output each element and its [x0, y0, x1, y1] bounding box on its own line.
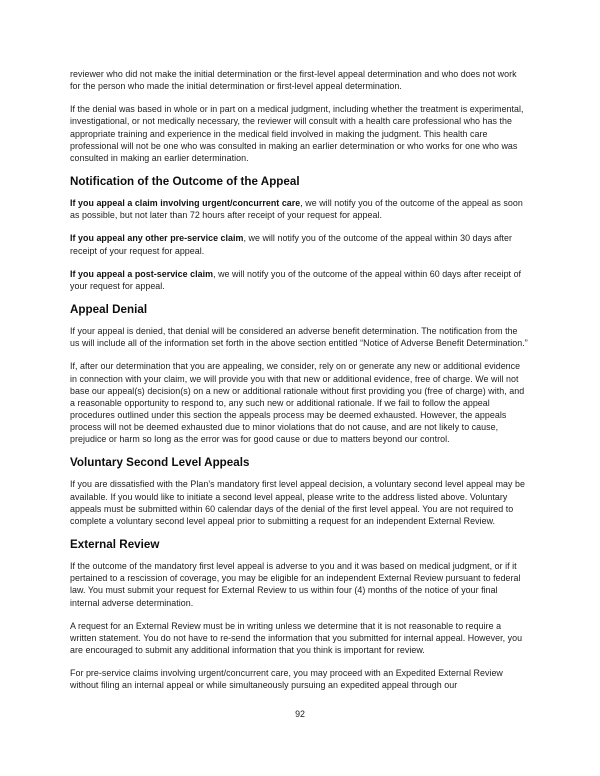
paragraph-voluntary-second-level-appeals-process: If you are dissatisfied with the Plan’s mandatory first level appeal decision, a voluntary second level appeal may be available. If you would like to initiate a second level appeal, please write to the address listed above. Voluntary appeals must be submitted within 60 calendar days of the denial of the first level appeal. You are not required to complete a voluntary second level appeal prior to submitting a request for an independent External Review. [70, 479, 525, 526]
page-number: 92 [295, 709, 305, 719]
paragraph-pre-service-claim-timeline-rest: , we will notify you of the outcome of the appeal within 30 days after receipt of your request for appeal. [70, 233, 513, 256]
paragraph-medical-judgment-consultation: If the denial was based in whole or in part on a medical judgment, including whether the treatment is experimental, investigational, or not medically necessary, the reviewer will consult with a health care professional who has the appropriate training and experience in the medical field involved in making the judgment. This health care professional will not be one who was consulted in making an earlier determination or who works for one who was consulted in making an earlier determination. [70, 104, 524, 163]
paragraph-post-service-claim-timeline-rest: , we will notify you of the outcome of the appeal within 60 days after receipt of your request for appeal. [70, 268, 522, 291]
paragraph-appeal-denial-notification: If your appeal is denied, that denial will be considered an adverse benefit determination. The notification from the us will include all of the information set forth in the above section entitled “Notice of Adverse Benefit Determination.” [70, 326, 528, 349]
heading-voluntary-second-level-appeals: Voluntary Second Level Appeals [70, 456, 250, 470]
document-body [70, 68, 528, 702]
paragraph-new-additional-evidence: If, after our determination that you are appealing, we consider, rely on or generate any new or additional evidence in connection with your claim, we will provide you with that new or additional evidence, free of charge. We will not base our appeal(s) decision(s) on a new or additional rationale without first providing you (free of charge) with, and a reasonable opportunity to respond to, any such new or additional rationale. If we fail to follow the appeal procedures outlined under this section the appeals process may be deemed exhausted. However, the appeals process will not be deemed exhausted due to minor violations that do not cause, and are not likely to cause, prejudice or harm so long as the error was for good cause or due to matters beyond our control. [70, 361, 525, 445]
paragraph-pre-service-claim-timeline [70, 232, 528, 256]
heading-external-review: External Review [70, 538, 160, 552]
paragraph-external-review-written-request: A request for an External Review must be in writing unless we determine that it is not reasonable to require a written statement. You do not have to re-send the information that you submitted for internal appeal. However, you are encouraged to submit any additional information that you think is important for review. [70, 620, 523, 655]
heading-appeal-denial: Appeal Denial [70, 303, 148, 317]
paragraph-urgent-concurrent-care-timeline [70, 197, 528, 221]
paragraph-expedited-external-review: For pre-service claims involving urgent/concurrent care, you may proceed with an Expedited External Review without filing an internal appeal or while simultaneously pursuing an expedited appeal through our [70, 668, 503, 691]
paragraph-urgent-concurrent-care-timeline-rest: , we will notify you of the outcome of the appeal as soon as possible, but not later than 72 hours after receipt of your request for appeal. [70, 198, 523, 221]
paragraph-post-service-claim-timeline-lead: If you appeal a post-service claim [70, 268, 214, 279]
paragraph-reviewer-independence: reviewer who did not make the initial determination or the first-level appeal determination and who does not work for the person who made the initial determination or first-level appeal determination. [70, 69, 517, 92]
paragraph-pre-service-claim-timeline-lead: If you appeal any other pre-service claim [70, 233, 244, 244]
paragraph-external-review-eligibility: If the outcome of the mandatory first level appeal is adverse to you and it was based on medical judgment, or if it pertained to a rescission of coverage, you may be eligible for an independent External Review pursuant to federal law. You must submit your request for External Review to us within four (4) months of the notice of your final internal adverse determination. [70, 561, 521, 608]
paragraph-post-service-claim-timeline [70, 268, 528, 292]
heading-notification-of-the-outcome-of-the-appeal: Notification of the Outcome of the Appeal [70, 175, 300, 189]
paragraph-urgent-concurrent-care-timeline-lead: If you appeal a claim involving urgent/concurrent care [70, 198, 301, 209]
